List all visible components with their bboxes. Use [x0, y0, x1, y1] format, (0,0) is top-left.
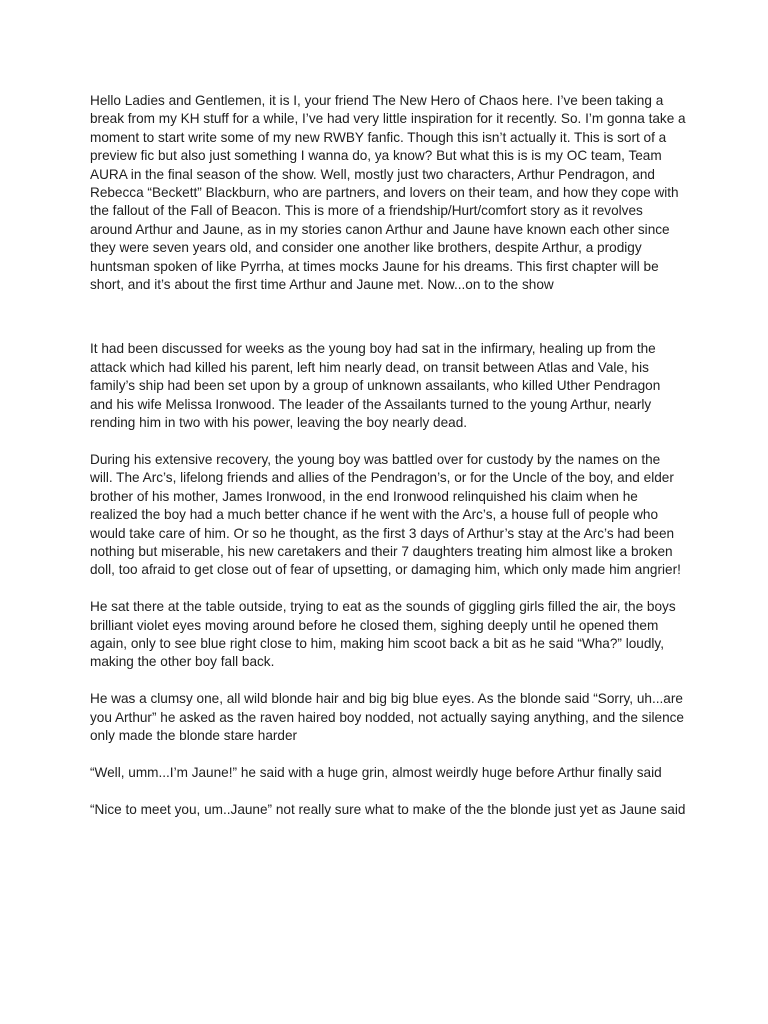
story-paragraph: He sat there at the table outside, trying to eat as the sounds of giggling girls filled the air, the boys brilliant violet eyes moving around before he closed them, sighing deeply until he opened them again, only to see blue right close to him, making him scoot back a bit as he said “Wha?” loudly, making the other boy fall back. — [90, 599, 676, 670]
author-intro-paragraph: Hello Ladies and Gentlemen, it is I, your friend The New Hero of Chaos here. I’ve been taking a break from my KH stuff for a while, I’ve had very little inspiration for it recently. So. I’m gonna take a moment to start write some of my new RWBY fanfic. Though this isn’t actually it. This is sort of a preview fic but also just something I wanna do, ya know? But what this is is my OC team, Team AURA in the final season of the show. Well, mostly just two characters, Arthur Pendragon, and Rebecca “Beckett” Blackburn, who are partners, and lovers on their team, and how they cope with the fallout of the Fall of Beacon. This is more of a friendship/Hurt/comfort story as it revolves around Arthur and Jaune, as in my stories canon Arthur and Jaune have known each other since they were seven years old, and consider one another like brothers, despite Arthur, a prodigy huntsman spoken of like Pyrrha, at times mocks Jaune for his dreams. This first chapter will be short, and it’s about the first time Arthur and Jaune met. Now...on to the show — [90, 93, 686, 293]
story-paragraph: It had been discussed for weeks as the young boy had sat in the infirmary, healing up from the attack which had killed his parent, left him nearly dead, on transit between Atlas and Vale, his family’s ship had been set upon by a group of unknown assailants, who killed Uther Pendragon and his wife Melissa Ironwood. The leader of the Assailants turned to the young Arthur, nearly rending him in two with his power, leaving the boy nearly dead. — [90, 341, 661, 431]
story-paragraph: “Nice to meet you, um..Jaune” not really sure what to make of the the blonde just yet as Jaune said — [90, 801, 686, 817]
story-paragraph: “Well, umm...I’m Jaune!” he said with a huge grin, almost weirdly huge before Arthur finally said — [90, 764, 662, 780]
document-page — [90, 92, 686, 819]
story-paragraph: He was a clumsy one, all wild blonde hair and big big blue eyes. As the blonde said “Sorry, uh...are you Arthur” he asked as the raven haired boy nodded, not actually saying anything, and the silence only made the blonde stare harder — [90, 691, 684, 743]
story-paragraph: During his extensive recovery, the young boy was battled over for custody by the names on the will. The Arc’s, lifelong friends and allies of the Pendragon’s, or for the Uncle of the boy, and elder brother of his mother, James Ironwood, in the end Ironwood relinquished his claim when he realized the boy had a much better chance if he went with the Arc’s, a house full of people who would take care of him. Or so he thought, as the first 3 days of Arthur’s stay at the Arc’s had been nothing but miserable, his new caretakers and their 7 daughters treating him almost like a broken doll, too afraid to get close out of fear of upsetting, or damaging him, which only made him angrier! — [90, 451, 681, 578]
